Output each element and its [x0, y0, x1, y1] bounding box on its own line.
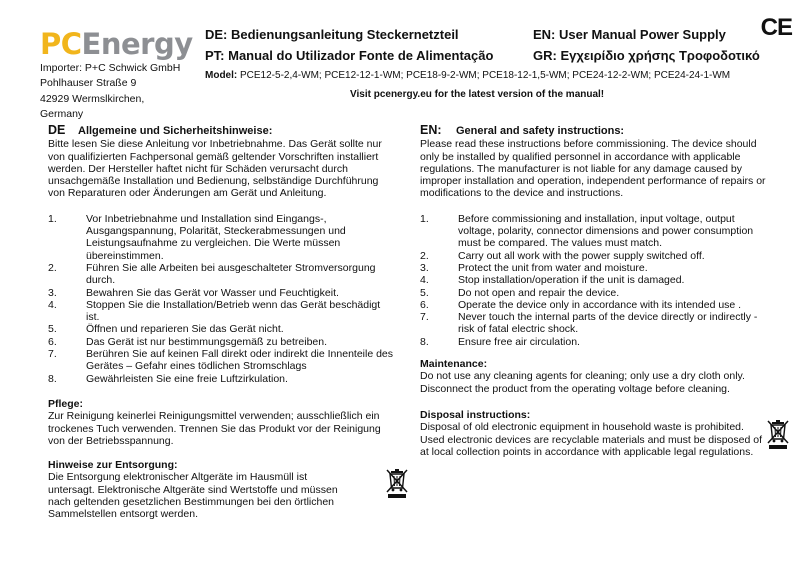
item-text: Vor Inbetriebnahme und Installation sind Eingangs-, Ausgangspannung, Polarität, Steckerabmessungen und Leistungsaufnahme zu vergleichen. Die Werte müssen übereinstimmen. — [86, 212, 346, 262]
importer-line: Importer: P+C Schwick GmbH — [40, 62, 181, 74]
de-heading — [48, 124, 396, 137]
item-text: Berühren Sie auf keinen Fall direkt oder indirekt die Innenteile des Gerätes – Gefahr eines tödlichen Stromschlags — [86, 348, 394, 373]
item-text: Das Gerät ist nur bestimmungsgemäß zu betreiben. — [86, 335, 328, 348]
item-number: 6. — [48, 335, 57, 348]
list-item — [420, 274, 770, 286]
item-number: 5. — [48, 323, 57, 336]
en-maintenance-heading: Maintenance: — [420, 358, 488, 371]
item-text: Carry out all work with the power supply switched off. — [458, 249, 705, 262]
list-item — [48, 299, 396, 324]
importer-address — [40, 61, 180, 122]
item-number: 4. — [48, 298, 57, 311]
en-column — [420, 124, 770, 458]
item-number: 5. — [420, 286, 429, 299]
list-item — [48, 287, 396, 299]
list-item — [48, 323, 396, 335]
list-item — [420, 299, 770, 311]
list-item — [420, 311, 770, 336]
importer-line: 42929 Wermslkirchen, — [40, 92, 145, 105]
en-code: EN: — [420, 123, 442, 137]
item-number: 8. — [420, 335, 429, 348]
item-text: Never touch the internal parts of the device directly or indirectly - risk of fatal electric shock. — [458, 311, 758, 336]
list-item — [48, 348, 396, 373]
list-item — [420, 213, 770, 250]
visit-notice: Visit pcenergy.eu for the latest version of the manual! — [350, 89, 605, 100]
list-item — [420, 250, 770, 262]
item-text: Before commissioning and installation, input voltage, output voltage, polarity, connector dimensions and power consumption must be compared. The values must match. — [458, 212, 754, 250]
item-number: 4. — [420, 274, 429, 287]
item-number: 1. — [48, 212, 57, 225]
model-line — [205, 70, 730, 81]
item-text: Stop installation/operation if the unit is damaged. — [458, 274, 685, 287]
title-de: DE: Bedienungsanleitung Steckernetzteil — [205, 27, 459, 42]
item-text: Gewährleisten Sie eine freie Luftzirkulation. — [86, 372, 288, 385]
en-heading-text: General and safety instructions: — [456, 125, 625, 137]
item-text: Do not open and repair the device. — [458, 286, 620, 299]
de-code: DE — [48, 123, 66, 137]
item-number: 3. — [420, 261, 429, 274]
en-instruction-list — [420, 213, 770, 348]
item-text: Ensure free air circulation. — [458, 335, 580, 348]
item-number: 3. — [48, 286, 57, 299]
list-item — [420, 336, 770, 348]
list-item — [48, 373, 396, 385]
item-number: 8. — [48, 372, 57, 385]
de-heading-text: Allgemeine und Sicherheitshinweise: — [78, 125, 273, 137]
de-intro: Bitte lesen Sie diese Anleitung vor Inbetriebnahme. Das Gerät sollte nur von qualifizierten Fachpersonal gemäß geltender Vorschriften installiert werden. Der Hersteller haftet nicht für Schäden verursacht durch unsachgemäße Installation und Bedienung, selbständige Durchführung von Reparaturen oder Änderungen am Gerät und Anleitung. — [48, 138, 382, 200]
model-label: Model: — [205, 70, 238, 81]
brand-logo — [40, 26, 193, 62]
importer-line: Germany — [40, 107, 84, 120]
list-item — [420, 262, 770, 274]
brand-energy: Energy — [81, 27, 193, 61]
item-number: 2. — [420, 249, 429, 262]
title-de-pt — [205, 24, 493, 66]
de-column — [48, 124, 396, 521]
item-text: Protect the unit from water and moisture. — [458, 261, 648, 274]
title-en-gr — [533, 24, 760, 66]
item-number: 1. — [420, 212, 429, 225]
de-disposal-text: Die Entsorgung elektronischer Altgeräte im Hausmüll ist untersagt. Elektronische Altgeräte sind Wertstoffe und müssen nach geltenden gesetzlichen Bestimmungen bei den örtlichen Sammelstellen entsorgt werden. — [48, 471, 338, 521]
de-instruction-list — [48, 213, 396, 385]
crossed-bin-icon — [766, 418, 790, 450]
item-number: 2. — [48, 261, 57, 274]
en-maintenance-text: Do not use any cleaning agents for cleaning; only use a dry cloth only. Disconnect the product from the operating voltage before cleaning. — [420, 370, 745, 395]
item-text: Bewahren Sie das Gerät vor Wasser und Feuchtigkeit. — [86, 286, 339, 299]
en-heading — [420, 124, 770, 137]
title-pt: PT: Manual do Utilizador Fonte de Alimentação — [205, 48, 494, 63]
de-disposal-heading: Hinweise zur Entsorgung: — [48, 459, 178, 472]
item-number: 7. — [420, 311, 429, 324]
item-text: Stoppen Sie die Installation/Betrieb wenn das Gerät beschädigt ist. — [86, 298, 381, 324]
brand-pc: PC — [40, 27, 82, 61]
list-item — [48, 262, 396, 287]
list-item — [420, 287, 770, 299]
item-text: Öffnen und reparieren Sie das Gerät nicht. — [86, 323, 284, 336]
item-number: 6. — [420, 298, 429, 311]
en-disposal-heading: Disposal instructions: — [420, 408, 531, 421]
en-intro: Please read these instructions before commissioning. The device should only be installed by qualified personnel in accordance with applicable regulations. The manufacturer is not liable for any damage caused by improper installation and operation, independent performance of repairs or modifications to the device and instructions. — [420, 138, 766, 200]
title-gr: GR: Εγχειρίδιο χρήσης Τροφοδοτικό — [533, 48, 760, 63]
list-item — [48, 213, 396, 262]
en-disposal-text: Disposal of old electronic equipment in household waste is prohibited. Used electronic devices are recyclable materials and must be disposed of at local collection points in accordance with applicable legal regulations. — [420, 421, 763, 458]
item-text: Operate the device only in accordance with its intended use . — [458, 298, 742, 311]
title-en: EN: User Manual Power Supply — [533, 27, 726, 42]
item-number: 7. — [48, 348, 57, 361]
list-item — [48, 336, 396, 348]
de-care-heading: Pflege: — [48, 397, 84, 410]
ce-mark-icon: CE — [760, 14, 792, 41]
model-list: PCE12-5-2,4-WM; PCE12-12-1-WM; PCE18-9-2-WM; PCE18-12-1,5-WM; PCE24-12-2-WM; PCE24-24-1-WM — [240, 70, 731, 81]
item-text: Führen Sie alle Arbeiten bei ausgeschalteter Stromversorgung durch. — [86, 261, 376, 287]
de-care-text: Zur Reinigung keinerlei Reinigungsmittel verwenden; ausschließlich ein trockenes Tuch verwenden. Trennen Sie das Produkt vor der Reinigung von der Betriebsspannung. — [48, 410, 381, 447]
crossed-bin-icon — [385, 467, 409, 499]
importer-line: Pohlhauser Straße 9 — [40, 77, 137, 90]
